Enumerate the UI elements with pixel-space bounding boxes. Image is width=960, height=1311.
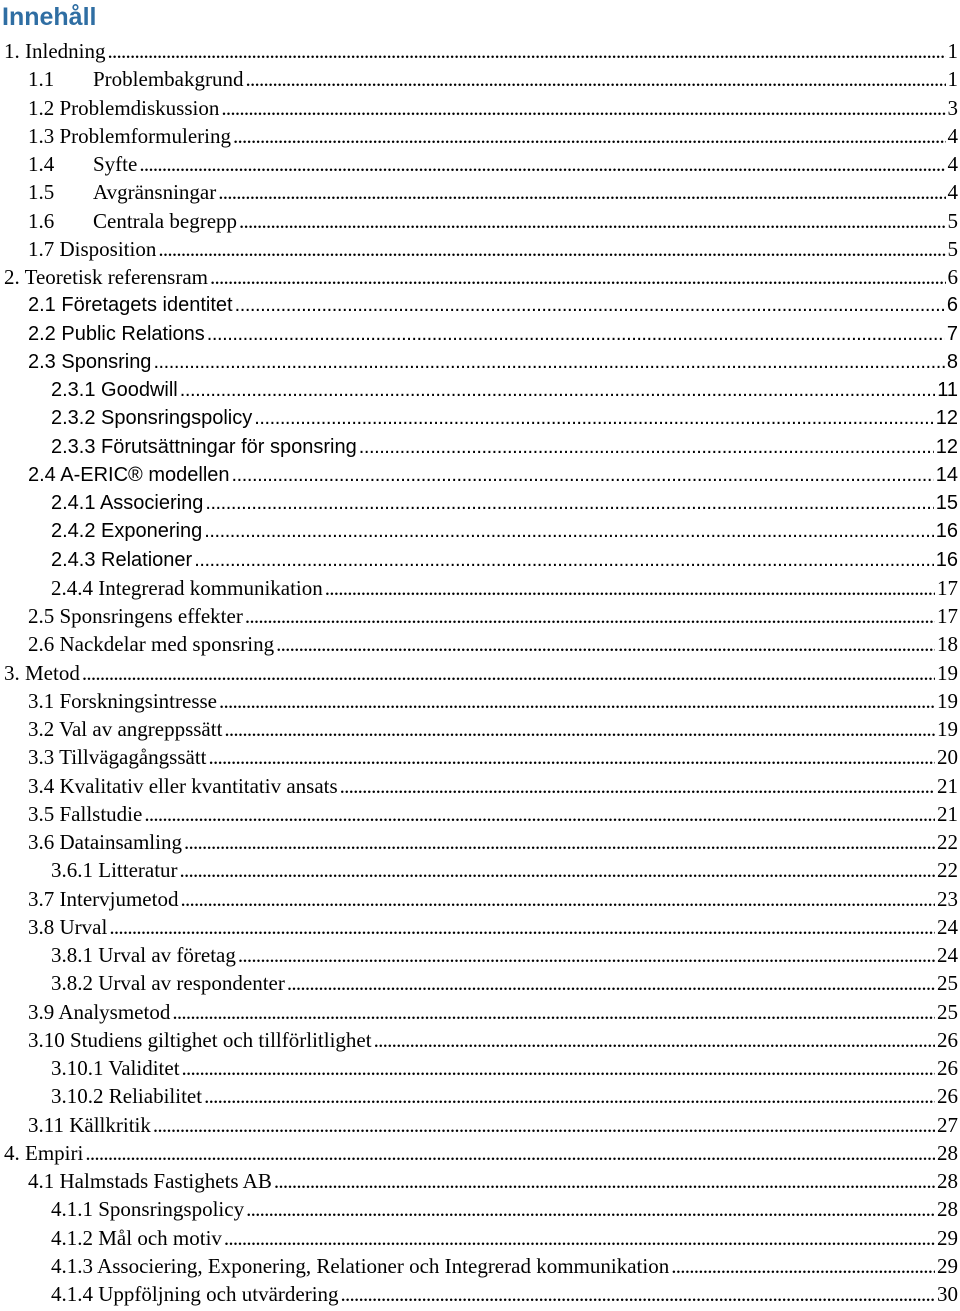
dot-leader — [221, 94, 945, 122]
toc-entry-page: 27 — [937, 1112, 958, 1137]
toc-entry-number: 1.7 — [28, 236, 55, 261]
dot-leader — [182, 1054, 935, 1082]
toc-entry-label: Empiri — [25, 1140, 84, 1165]
toc-entry-label: Datainsamling — [59, 830, 182, 854]
toc-entry-title — [51, 574, 323, 602]
toc-entry-label: Metod — [25, 660, 80, 685]
toc-entry-label: Förutsättningar för sponsring — [101, 435, 357, 458]
dot-leader — [153, 1111, 935, 1139]
toc-entry-title — [4, 1139, 83, 1167]
toc-entry[interactable] — [0, 687, 960, 715]
toc-entry[interactable] — [0, 207, 960, 235]
toc-entry-number: 2.4.1 — [51, 492, 96, 514]
toc-entry-number: 2.4.4 — [51, 575, 93, 600]
toc-entry[interactable] — [0, 772, 960, 800]
toc-entry-number: 1.3 — [28, 123, 55, 148]
toc-entry-number: 2. — [4, 265, 20, 289]
toc-entry-number: 1.1 — [28, 67, 55, 92]
toc-entry-page: 4 — [947, 152, 958, 176]
dot-leader — [274, 1167, 935, 1195]
toc-entry-title — [28, 630, 274, 658]
dot-leader — [139, 150, 945, 178]
toc-entry-title — [28, 150, 137, 178]
dot-leader — [341, 1280, 935, 1308]
toc-entry-page: 26 — [937, 1056, 958, 1080]
toc-entry[interactable] — [0, 1280, 960, 1308]
toc-entry-label: Sponsring — [61, 350, 152, 373]
toc-entry-title — [28, 320, 205, 348]
toc-entry-number: 2.3.1 — [51, 379, 96, 401]
toc-entry-page: 25 — [937, 971, 958, 996]
dot-leader — [205, 489, 933, 517]
toc-entry-label: A-ERIC® modellen — [60, 463, 230, 486]
toc-entry-label: Litteratur — [98, 858, 178, 883]
toc-entry-title — [28, 207, 237, 235]
toc-entry-title — [28, 715, 222, 743]
toc-entry-number: 3.9 — [28, 999, 55, 1024]
toc-entry-number: 3. — [4, 660, 20, 685]
toc-entry-title — [51, 1082, 202, 1110]
toc-entry[interactable] — [0, 828, 960, 856]
toc-entry-title — [28, 461, 230, 489]
toc-entry-page: 5 — [947, 208, 958, 233]
toc-entry-label: Exponering — [101, 520, 203, 543]
page-title: Innehåll — [2, 3, 97, 31]
toc-entry-title — [28, 913, 107, 941]
toc-entry-label: Public Relations — [61, 322, 205, 345]
toc-entry-page: 4 — [947, 180, 958, 205]
toc-entry-title — [51, 404, 252, 432]
toc-entry[interactable] — [0, 574, 960, 602]
toc-entry-number: 3.7 — [28, 886, 55, 911]
dot-leader — [204, 517, 934, 545]
dot-leader — [254, 404, 934, 432]
toc-entry-title — [51, 1054, 180, 1082]
dot-leader — [184, 828, 935, 856]
dot-leader — [325, 574, 935, 602]
toc-entry-number: 1.4 — [28, 152, 55, 176]
toc-entry[interactable] — [0, 178, 960, 206]
toc-entry-title — [51, 489, 203, 517]
toc-entry-page: 14 — [935, 463, 958, 486]
toc-entry-number: 2.3 — [28, 350, 56, 373]
dot-leader — [238, 941, 935, 969]
toc-entry-number: 2.1 — [28, 294, 56, 317]
toc-entry-page: 26 — [937, 1084, 958, 1109]
toc-entry[interactable] — [0, 94, 960, 122]
toc-entry-label: Källkritik — [69, 1112, 151, 1137]
toc-entry-title — [28, 122, 231, 150]
toc-entry-label: Kvalitativ eller kvantitativ ansats — [59, 773, 338, 798]
toc-entry-page: 29 — [937, 1225, 958, 1250]
toc-entry-page: 18 — [937, 632, 958, 657]
toc-entry[interactable] — [0, 969, 960, 997]
toc-entry-number: 3.4 — [28, 773, 55, 798]
toc-entry-number: 1.6 — [28, 208, 55, 233]
dot-leader — [245, 602, 935, 630]
toc-entry-title — [28, 828, 182, 856]
toc-entry-page: 28 — [937, 1197, 958, 1222]
toc-entry-label: Syfte — [93, 152, 138, 176]
toc-entry-page: 23 — [937, 886, 958, 911]
toc-entry-page: 24 — [937, 914, 958, 939]
toc-entry-number: 4.1.4 — [51, 1282, 93, 1306]
toc-entry-label: Problemformulering — [59, 123, 231, 148]
toc-entry[interactable] — [0, 546, 960, 574]
toc-entry-page: 5 — [947, 236, 958, 261]
toc-entry-page: 28 — [937, 1140, 958, 1165]
dot-leader — [172, 998, 935, 1026]
toc-entry-label: Nackdelar med sponsring — [59, 632, 275, 657]
dot-leader — [232, 461, 934, 489]
dot-leader — [340, 772, 935, 800]
toc-entry-label: Disposition — [59, 236, 157, 261]
toc-entry-title — [28, 1111, 151, 1139]
toc-entry-label: Sponsringens effekter — [59, 604, 243, 628]
toc-entry[interactable] — [0, 404, 960, 432]
toc-entry[interactable] — [0, 941, 960, 969]
toc-entry[interactable] — [0, 630, 960, 658]
dot-leader — [246, 1195, 935, 1223]
dot-leader — [671, 1252, 935, 1280]
toc-entry-number: 3.8.1 — [51, 943, 93, 967]
toc-entry-page: 26 — [937, 1027, 958, 1052]
toc-entry-number: 2.4 — [28, 463, 56, 486]
toc-entry[interactable] — [0, 1252, 960, 1280]
toc-entry-label: Tillvägagångssätt — [59, 745, 207, 770]
dot-leader — [218, 178, 945, 206]
dot-leader — [245, 65, 945, 93]
dot-leader — [210, 263, 946, 291]
dot-leader — [287, 969, 935, 997]
dot-leader — [235, 291, 945, 319]
toc-entry-label: Analysmetod — [58, 999, 171, 1024]
toc-entry[interactable] — [0, 913, 960, 941]
toc-entry-page: 16 — [935, 548, 958, 571]
toc-entry-page: 4 — [947, 123, 958, 148]
dot-leader — [85, 1139, 935, 1167]
toc-entry-title — [28, 1167, 272, 1195]
toc-entry[interactable] — [0, 1167, 960, 1195]
toc-entry-page: 22 — [937, 858, 958, 883]
toc-entry[interactable] — [0, 1195, 960, 1223]
toc-entry[interactable] — [0, 320, 960, 348]
toc-entry-title — [28, 602, 243, 630]
toc-entry-title — [51, 941, 236, 969]
dot-leader — [233, 122, 946, 150]
toc-entry-label: Studiens giltighet och tillförlitlighet — [70, 1027, 372, 1052]
toc-entry-title — [51, 1252, 669, 1280]
toc-entry-title — [28, 235, 156, 263]
toc-entry[interactable] — [0, 37, 960, 65]
toc-entry[interactable] — [0, 263, 960, 291]
toc-entry-page: 25 — [937, 999, 958, 1024]
dot-leader — [194, 546, 934, 574]
toc-entry-label: Inledning — [25, 39, 106, 63]
toc-entry-label: Sponsringspolicy — [101, 407, 253, 430]
toc-entry[interactable] — [0, 291, 960, 319]
toc-entry-label: Urval av företag — [98, 943, 236, 967]
toc-entry-number: 3.10 — [28, 1027, 65, 1052]
toc-entry-label: Intervjumetod — [59, 886, 179, 911]
toc-entry-label: Teoretisk referensram — [24, 265, 208, 289]
toc-entry-page: 6 — [947, 265, 958, 289]
toc-entry-number: 3.10.2 — [51, 1084, 104, 1109]
toc-entry[interactable] — [0, 235, 960, 263]
toc-entry-page: 8 — [946, 350, 958, 373]
dot-leader — [180, 885, 935, 913]
toc-entry-number: 4.1.2 — [51, 1225, 93, 1250]
dot-leader — [207, 320, 945, 348]
toc-entry-label: Urval av respondenter — [98, 971, 285, 996]
toc-entry-title — [51, 969, 285, 997]
toc-entry[interactable] — [0, 885, 960, 913]
toc-entry[interactable] — [0, 998, 960, 1026]
toc-entry[interactable] — [0, 376, 960, 404]
toc-entry-number: 3.6.1 — [51, 858, 93, 883]
toc-entry-page: 19 — [937, 688, 958, 713]
toc-entry-label: Avgränsningar — [93, 180, 217, 205]
toc-entry-title — [51, 856, 178, 884]
toc-entry-title — [28, 178, 216, 206]
toc-entry-title — [28, 800, 142, 828]
toc-entry-label: Halmstads Fastighets AB — [59, 1169, 272, 1193]
toc-entry-number: 2.3.3 — [51, 435, 96, 458]
toc-entry-number: 2.4.2 — [51, 520, 96, 543]
toc-entry-page: 6 — [946, 294, 958, 317]
toc-entry-page: 15 — [935, 492, 958, 514]
toc-entry-page: 17 — [937, 575, 958, 600]
toc-entry[interactable] — [0, 856, 960, 884]
dot-leader — [224, 715, 935, 743]
dot-leader — [107, 37, 945, 65]
toc-entry-label: Mål och motiv — [98, 1225, 222, 1250]
toc-entry-title — [51, 376, 178, 404]
dot-leader — [276, 630, 935, 658]
toc-entry-page: 24 — [937, 943, 958, 967]
toc-entry-page: 19 — [937, 717, 958, 741]
dot-leader — [158, 235, 945, 263]
toc-entry-page: 17 — [937, 604, 958, 628]
toc-entry-page: 3 — [947, 95, 958, 120]
toc-entry[interactable] — [0, 800, 960, 828]
toc-entry-title — [4, 659, 80, 687]
dot-leader — [239, 207, 945, 235]
dot-leader — [180, 376, 935, 404]
toc-entry-number: 1. — [4, 39, 20, 63]
toc-entry-page: 22 — [937, 830, 958, 854]
toc-entry-number: 3.8 — [28, 914, 55, 939]
toc-entry-title — [28, 1026, 372, 1054]
toc-entry[interactable] — [0, 715, 960, 743]
toc-entry-number: 4.1.1 — [51, 1197, 93, 1222]
toc-entry-number: 1.5 — [28, 180, 55, 205]
toc-entry-page: 29 — [937, 1253, 958, 1278]
toc-entry-title — [28, 65, 243, 93]
dot-leader — [224, 1224, 935, 1252]
toc-entry-label: Problembakgrund — [93, 67, 244, 92]
toc-entry-page: 1 — [947, 67, 958, 92]
toc-entry-title — [28, 743, 207, 771]
toc-entry-label: Centrala begrepp — [93, 208, 238, 233]
toc-entry-label: Integrerad kommunikation — [98, 575, 323, 600]
toc-entry-label: Urval — [59, 914, 108, 939]
toc-entry-page: 21 — [937, 801, 958, 826]
toc-entry[interactable] — [0, 1026, 960, 1054]
toc-entry-page: 7 — [946, 322, 958, 345]
toc-entry-number: 4. — [4, 1140, 20, 1165]
toc-entry[interactable] — [0, 150, 960, 178]
dot-leader — [209, 743, 935, 771]
toc-entry-label: Företagets identitet — [61, 294, 233, 317]
toc-entry-page: 12 — [935, 407, 958, 430]
table-of-contents — [0, 37, 960, 1308]
toc-entry[interactable] — [0, 1054, 960, 1082]
toc-entry[interactable] — [0, 1139, 960, 1167]
toc-entry-label: Sponsringspolicy — [98, 1197, 245, 1222]
toc-entry-label: Goodwill — [101, 379, 178, 401]
toc-entry-label: Associering — [99, 492, 204, 514]
toc-entry-label: Forskningsintresse — [59, 688, 217, 713]
toc-entry-title — [51, 1224, 222, 1252]
toc-entry-title — [28, 885, 178, 913]
toc-entry-title — [28, 348, 151, 376]
dot-leader — [82, 659, 935, 687]
dot-leader — [219, 687, 935, 715]
toc-entry-title — [4, 37, 105, 65]
toc-entry-page: 1 — [947, 39, 958, 63]
toc-entry-number: 2.4.3 — [51, 548, 96, 571]
toc-entry-title — [51, 1195, 244, 1223]
toc-entry-title — [51, 546, 192, 574]
toc-entry-label: Fallstudie — [59, 801, 143, 826]
toc-entry-number: 4.1 — [28, 1169, 55, 1193]
toc-entry-label: Reliabilitet — [108, 1084, 203, 1109]
dot-leader — [153, 348, 944, 376]
toc-entry-title — [28, 772, 338, 800]
toc-entry[interactable] — [0, 65, 960, 93]
toc-entry[interactable] — [0, 122, 960, 150]
dot-leader — [180, 856, 935, 884]
toc-entry-label: Relationer — [101, 548, 193, 571]
toc-entry[interactable] — [0, 743, 960, 771]
toc-entry-title — [51, 1280, 339, 1308]
toc-entry-title — [28, 94, 219, 122]
toc-entry[interactable] — [0, 517, 960, 545]
toc-entry-number: 4.1.3 — [51, 1253, 93, 1278]
toc-entry-title — [51, 517, 202, 545]
dot-leader — [374, 1026, 935, 1054]
dot-leader — [204, 1082, 935, 1110]
dot-leader — [144, 800, 935, 828]
toc-entry-number: 3.5 — [28, 801, 55, 826]
toc-entry[interactable] — [0, 433, 960, 461]
toc-entry-page: 16 — [935, 520, 958, 543]
toc-entry-number: 3.11 — [28, 1112, 64, 1137]
toc-entry[interactable] — [0, 602, 960, 630]
toc-entry-label: Uppföljning och utvärdering — [98, 1282, 339, 1306]
toc-entry[interactable] — [0, 659, 960, 687]
toc-entry-label: Validitet — [108, 1056, 180, 1080]
dot-leader — [359, 433, 934, 461]
toc-entry-number: 3.10.1 — [51, 1056, 104, 1080]
toc-entry-label: Problemdiskussion — [59, 95, 220, 120]
toc-entry-title — [51, 433, 357, 461]
toc-entry[interactable] — [0, 1111, 960, 1139]
toc-entry[interactable] — [0, 461, 960, 489]
toc-entry[interactable] — [0, 1224, 960, 1252]
toc-entry-page: 21 — [937, 773, 958, 798]
toc-entry-page: 12 — [935, 435, 958, 458]
toc-entry-title — [4, 263, 208, 291]
toc-entry-number: 2.3.2 — [51, 407, 96, 430]
toc-entry-number: 2.2 — [28, 322, 56, 345]
toc-entry[interactable] — [0, 348, 960, 376]
toc-entry-number: 3.6 — [28, 830, 55, 854]
toc-entry-page: 20 — [937, 745, 958, 770]
toc-entry-title — [28, 998, 170, 1026]
toc-entry-number: 1.2 — [28, 95, 55, 120]
toc-entry-number: 3.1 — [28, 688, 55, 713]
toc-entry[interactable] — [0, 489, 960, 517]
toc-entry-label: Val av angreppssätt — [59, 717, 223, 741]
toc-entry-number: 2.5 — [28, 604, 55, 628]
toc-entry-page: 11 — [937, 379, 958, 401]
toc-entry-page: 19 — [937, 660, 958, 685]
toc-entry-number: 2.6 — [28, 632, 55, 657]
toc-entry-number: 3.3 — [28, 745, 55, 770]
toc-entry-page: 30 — [937, 1282, 958, 1306]
toc-entry-page: 28 — [937, 1169, 958, 1193]
toc-entry-title — [28, 291, 233, 319]
toc-entry-number: 3.8.2 — [51, 971, 93, 996]
dot-leader — [109, 913, 935, 941]
toc-entry-title — [28, 687, 217, 715]
toc-entry-number: 3.2 — [28, 717, 55, 741]
toc-entry[interactable] — [0, 1082, 960, 1110]
toc-entry-label: Associering, Exponering, Relationer och Integrerad kommunikation — [97, 1253, 670, 1278]
